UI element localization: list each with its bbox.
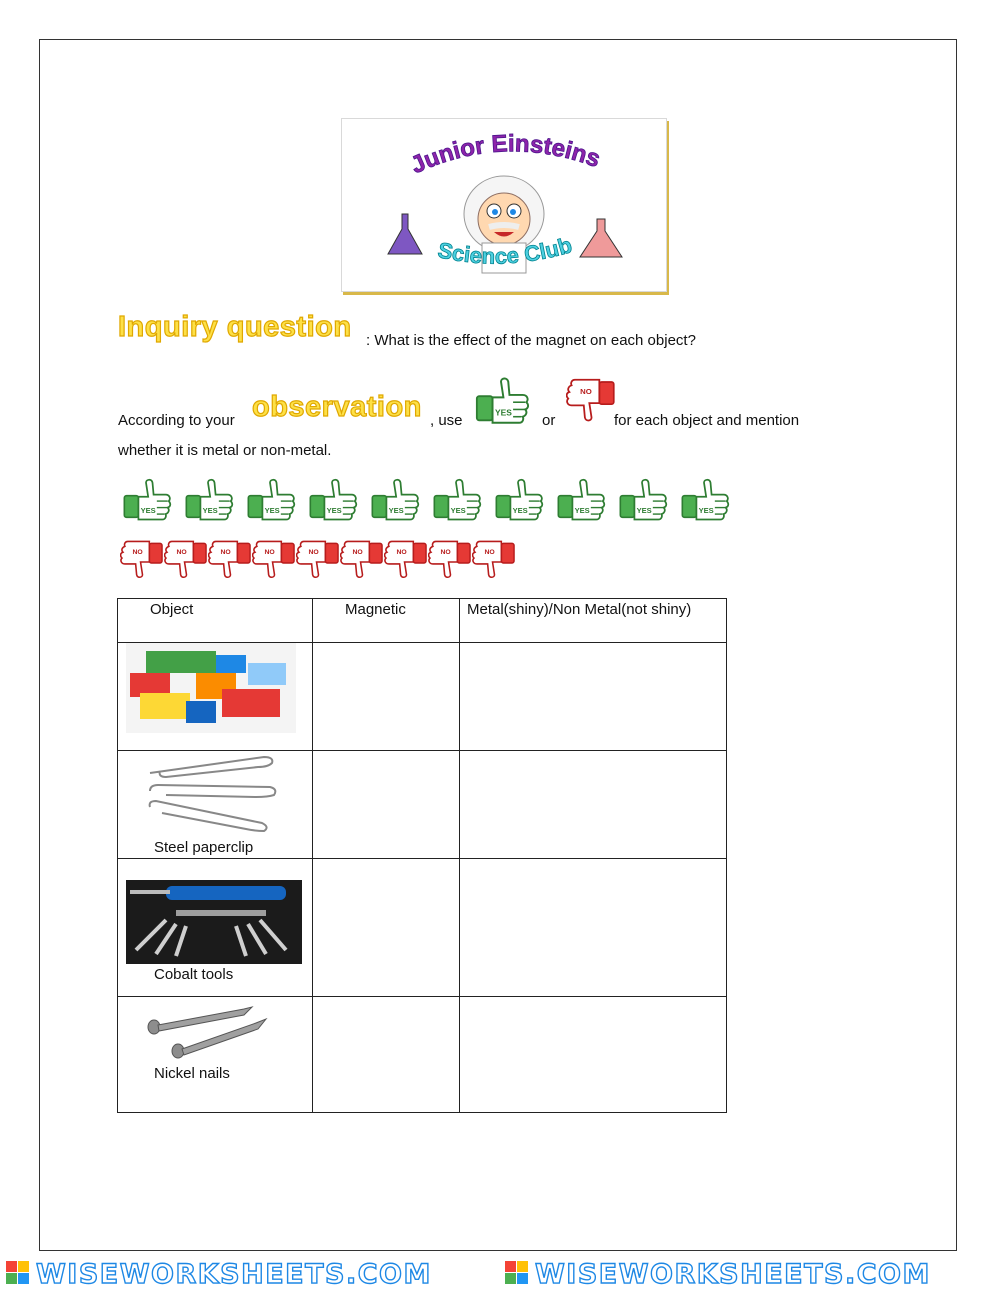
instruction-line2: whether it is metal or non-metal. [118,442,332,459]
instruction-or: or [542,412,556,429]
instruction-use: , use [430,412,463,429]
thumbs-up-yes-badge[interactable] [554,476,606,524]
thumbs-down-no-badge[interactable] [164,540,208,582]
thumbs-down-no-badge[interactable] [340,540,384,582]
object-cell [118,997,313,1113]
magnetic-cell[interactable] [313,859,460,997]
junior-einsteins-logo [341,118,667,292]
thumbs-down-no-badge[interactable] [472,540,516,582]
footer-brand-text: WISEWORKSHEETS.COM [36,1259,432,1290]
inquiry-heading: Inquiry question [118,311,352,343]
header-magnetic: Magnetic [313,599,460,643]
thumbs-down-no-badge[interactable] [120,540,164,582]
thumbs-down-no-badge[interactable] [208,540,252,582]
thumbs-up-yes-badge[interactable] [182,476,234,524]
thumbs-down-no-badge[interactable] [296,540,340,582]
logo-title-top: Junior Einsteins [406,130,604,180]
thumbs-up-yes-badge[interactable] [492,476,544,524]
table-row [118,859,727,997]
metal-cell[interactable] [460,751,727,859]
instruction-prefix: According to your [118,412,235,429]
thumbs-up-yes-badge[interactable] [120,476,172,524]
thumbs-down-no-icon [566,378,616,426]
footer-brand-text: WISEWORKSHEETS.COM [535,1259,931,1290]
observation-word: observation [252,391,422,423]
logo-title-bottom: Science Club [435,232,575,269]
table-row [118,751,727,859]
thumbs-up-yes-badge[interactable] [306,476,358,524]
cobalt-tools-image [126,880,302,964]
object-name: Nickel nails [154,1065,230,1082]
observation-table [117,598,727,1113]
instruction-suffix: for each object and mention [614,412,800,429]
thumbs-up-yes-badge[interactable] [368,476,420,524]
thumbs-down-no-badge[interactable] [428,540,472,582]
object-cell [118,751,313,859]
table-row [118,997,727,1113]
inquiry-question: : What is the effect of the magnet on each object? [366,332,696,349]
wise-logo-icon [6,1261,29,1284]
nickel-nails-image [144,1001,274,1063]
magnetic-cell[interactable] [313,997,460,1113]
thumbs-down-no-badge[interactable] [384,540,428,582]
magnetic-cell[interactable] [313,751,460,859]
lego-bricks-image [126,643,296,733]
metal-cell[interactable] [460,997,727,1113]
object-cell [118,643,313,751]
header-metal-nonmetal: Metal(shiny)/Non Metal(not shiny) [460,599,727,643]
object-name [118,737,312,741]
magnetic-cell[interactable] [313,643,460,751]
thumbs-up-yes-badge[interactable] [430,476,482,524]
thumbs-up-yes-icon [472,374,530,428]
table-header-row [118,599,727,643]
wise-logo-icon [505,1261,528,1284]
thumbs-up-yes-badge[interactable] [244,476,296,524]
object-cell [118,859,313,997]
object-name: Cobalt tools [154,966,234,983]
thumbs-up-yes-badge[interactable] [616,476,668,524]
wiseworksheets-footer [0,1255,1000,1291]
metal-cell[interactable] [460,859,727,997]
svg-text:Junior Einsteins [407,130,604,179]
thumbs-down-no-badge[interactable] [252,540,296,582]
paperclip-image [146,751,286,833]
object-name: Steel paperclip [154,839,254,856]
metal-cell[interactable] [460,643,727,751]
table-row [118,643,727,751]
thumbs-up-yes-badge[interactable] [678,476,730,524]
header-object: Object [118,599,313,643]
